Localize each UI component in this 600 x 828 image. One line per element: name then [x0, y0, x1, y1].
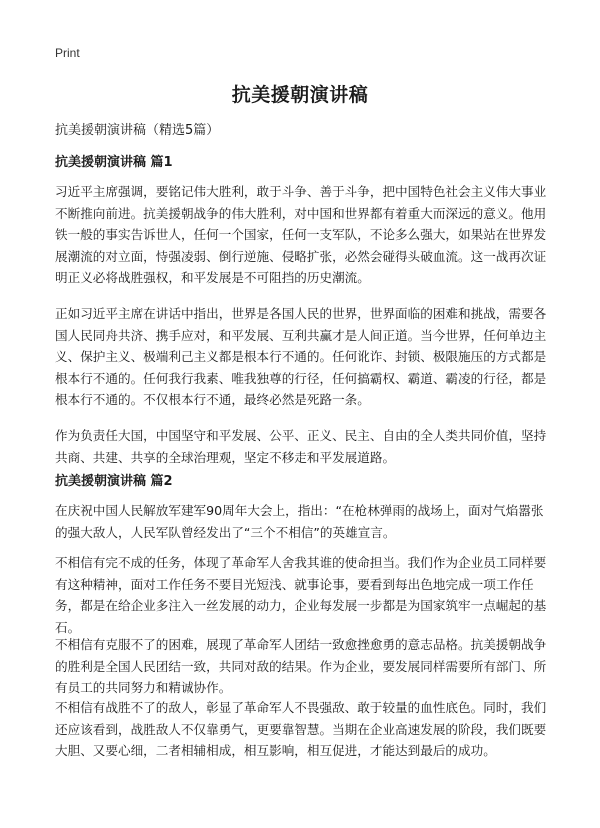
section-2-paragraph-2: 不相信有完不成的任务，体现了革命军人舍我其谁的使命担当。我们作为企业员工同样要有这种精神，面对工作任务不要目光短浅、就事论事，要看到每出色地完成一项工作任务，都是在给企业多注入一丝发展的动力，企业每发展一步都是为国家筑牢一点崛起的基石。: [55, 555, 547, 635]
section-2-paragraph-3: 不相信有克服不了的困难，展现了革命军人团结一致愈挫愈勇的意志品格。抗美援朝战争的胜利是全国人民团结一致，共同对敌的结果。作为企业，要发展同样需要所有部门、所有员工的共同努力和精诚协作。: [55, 637, 547, 695]
section-1-paragraph-3: 作为负责任大国，中国坚守和平发展、公平、正义、民主、自由的全人类共同价值，坚持共商、共建、共享的全球治理观，坚定不移走和平发展道路。: [55, 428, 547, 465]
section-1-paragraph-1: 习近平主席强调，要铭记伟大胜利，敢于斗争、善于斗争，把中国特色社会主义伟大事业不断推向前进。抗美援朝战争的伟大胜利，对中国和世界都有着重大而深远的意义。他用铁一般的事实告诉世人，任何一个国家，任何一支军队，不论多么强大，如果站在世界发展潮流的对立面，恃强凌弱、倒行逆施、侵略扩张，必然会碰得头破血流。这一战再次证明正义必将战胜强权，和平发展是不可阻挡的历史潮流。: [55, 184, 547, 285]
page-title: 抗美援朝演讲稿: [231, 84, 369, 106]
section-2-paragraph-1: 在庆祝中国人民解放军建军90周年大会上，指出：“在枪林弹雨的战场上，面对气焰嚣张的强大敌人，人民军队曾经发出了“三个不相信”的英雄宣言。: [55, 503, 544, 540]
section-2-paragraph-4: 不相信有战胜不了的敌人，彰显了革命军人不畏强敌、敢于较量的血性底色。同时，我们还应该看到，战胜敌人不仅靠勇气，更要靠智慧。当期在企业高速发展的阶段，我们既要大胆、又要心细，二者相辅相成，相互影响，相互促进，才能达到最后的成功。: [55, 700, 547, 758]
print-label[interactable]: Print: [55, 46, 80, 60]
section-1-paragraph-2: 正如习近平主席在讲话中指出，世界是各国人民的世界，世界面临的困难和挑战，需要各国人民同舟共济、携手应对，和平发展、互利共赢才是人间正道。当今世界，任何单边主义、保护主义、极端利己主义都是根本行不通的。任何讹诈、封锁、极限施压的方式都是根本行不通的。任何我行我素、唯我独尊的行径，任何搞霸权、霸道、霸凌的行径，都是根本行不通的。不仅根本行不通，最终必然是死路一条。: [55, 306, 547, 407]
section-2-heading: 抗美援朝演讲稿 篇2: [55, 474, 173, 489]
document-subtitle: 抗美援朝演讲稿（精选5篇）: [55, 123, 220, 138]
section-1-heading: 抗美援朝演讲稿 篇1: [55, 155, 173, 170]
